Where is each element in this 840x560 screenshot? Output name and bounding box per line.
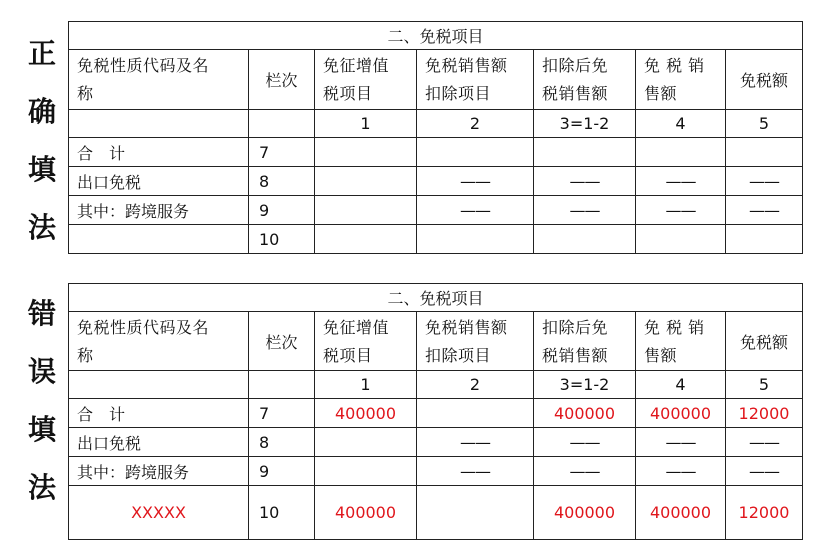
- row-line-no: 8: [249, 428, 315, 457]
- table-row: [69, 486, 803, 540]
- col-number: 5: [726, 371, 803, 399]
- side-char: 误: [27, 355, 56, 388]
- cell: ——: [534, 196, 636, 225]
- cell: 12000: [726, 486, 803, 540]
- col-number: 3=1-2: [534, 110, 636, 138]
- cell: [417, 225, 534, 254]
- header-deduction-items: 免税销售额 扣除项目: [417, 50, 534, 110]
- header-net-exempt-sales: 扣除后免 税销售额: [534, 50, 636, 110]
- col-number: [69, 110, 249, 138]
- row-label: 其中：跨境服务: [69, 457, 249, 486]
- row-line-no: 7: [249, 399, 315, 428]
- cell: [315, 196, 417, 225]
- cell: [726, 225, 803, 254]
- cell: [534, 225, 636, 254]
- row-label: XXXXX: [69, 486, 249, 540]
- header-exempt-tax: 免税额: [726, 312, 803, 371]
- tax-exempt-table-wrong: [68, 283, 803, 540]
- side-label-correct: [22, 28, 62, 248]
- cell: [315, 167, 417, 196]
- table-row: [69, 167, 803, 196]
- cell: ——: [726, 167, 803, 196]
- col-number: [249, 110, 315, 138]
- section-title: 二、免税项目: [69, 22, 803, 50]
- table-row: [69, 457, 803, 486]
- header-exempt-code: 免税性质代码及名 称: [69, 50, 249, 110]
- side-char: 填: [27, 153, 56, 186]
- tax-exempt-table-correct: [68, 21, 803, 254]
- side-char: 填: [27, 413, 56, 446]
- col-number: 1: [315, 110, 417, 138]
- header-exempt-vat-items: 免征增值 税项目: [315, 50, 417, 110]
- cell: ——: [636, 196, 726, 225]
- row-line-no: 9: [249, 457, 315, 486]
- side-char: 法: [27, 211, 56, 244]
- table-row: [69, 138, 803, 167]
- cell: 400000: [636, 486, 726, 540]
- header-exempt-sales: 免 税 销 售额: [636, 50, 726, 110]
- side-char: 法: [27, 471, 56, 504]
- cell: 400000: [636, 399, 726, 428]
- row-label: 合 计: [69, 138, 249, 167]
- cell: ——: [726, 457, 803, 486]
- cell: ——: [417, 167, 534, 196]
- cell: 400000: [534, 486, 636, 540]
- cell: [636, 138, 726, 167]
- col-number: 4: [636, 371, 726, 399]
- col-number: 2: [417, 110, 534, 138]
- header-exempt-tax: 免税额: [726, 50, 803, 110]
- header-line-no: 栏次: [249, 50, 315, 110]
- col-number: 4: [636, 110, 726, 138]
- side-char: 错: [27, 297, 56, 330]
- cell: [315, 457, 417, 486]
- cell: ——: [726, 428, 803, 457]
- cell: ——: [636, 428, 726, 457]
- col-number: 2: [417, 371, 534, 399]
- cell: [534, 138, 636, 167]
- cell: [315, 428, 417, 457]
- row-label: 其中：跨境服务: [69, 196, 249, 225]
- cell: 400000: [534, 399, 636, 428]
- table-row: [69, 225, 803, 254]
- cell: 400000: [315, 486, 417, 540]
- cell: [315, 138, 417, 167]
- cell: ——: [534, 428, 636, 457]
- cell: ——: [726, 196, 803, 225]
- cell: ——: [417, 457, 534, 486]
- cell: [636, 225, 726, 254]
- header-exempt-code: 免税性质代码及名 称: [69, 312, 249, 371]
- cell: 400000: [315, 399, 417, 428]
- row-label: 出口免税: [69, 428, 249, 457]
- col-number: [69, 371, 249, 399]
- row-line-no: 9: [249, 196, 315, 225]
- header-line-no: 栏次: [249, 312, 315, 371]
- row-line-no: 8: [249, 167, 315, 196]
- row-line-no: 10: [249, 225, 315, 254]
- cell: ——: [417, 428, 534, 457]
- side-char: 确: [27, 95, 56, 128]
- row-line-no: 10: [249, 486, 315, 540]
- header-deduction-items: 免税销售额 扣除项目: [417, 312, 534, 371]
- cell: 12000: [726, 399, 803, 428]
- cell: [417, 399, 534, 428]
- header-exempt-sales: 免 税 销 售额: [636, 312, 726, 371]
- side-label-wrong: [22, 290, 62, 530]
- cell: ——: [534, 457, 636, 486]
- cell: [726, 138, 803, 167]
- row-line-no: 7: [249, 138, 315, 167]
- cell: [417, 138, 534, 167]
- col-number: [249, 371, 315, 399]
- col-number: 5: [726, 110, 803, 138]
- table-row: [69, 196, 803, 225]
- row-label: [69, 225, 249, 254]
- cell: ——: [636, 167, 726, 196]
- cell: ——: [534, 167, 636, 196]
- side-char: 正: [27, 37, 56, 70]
- col-number: 1: [315, 371, 417, 399]
- table-row: [69, 399, 803, 428]
- header-exempt-vat-items: 免征增值 税项目: [315, 312, 417, 371]
- section-title: 二、免税项目: [69, 284, 803, 312]
- cell: [417, 486, 534, 540]
- cell: [315, 225, 417, 254]
- table-row: [69, 428, 803, 457]
- row-label: 合 计: [69, 399, 249, 428]
- header-net-exempt-sales: 扣除后免 税销售额: [534, 312, 636, 371]
- row-label: 出口免税: [69, 167, 249, 196]
- cell: ——: [417, 196, 534, 225]
- cell: ——: [636, 457, 726, 486]
- col-number: 3=1-2: [534, 371, 636, 399]
